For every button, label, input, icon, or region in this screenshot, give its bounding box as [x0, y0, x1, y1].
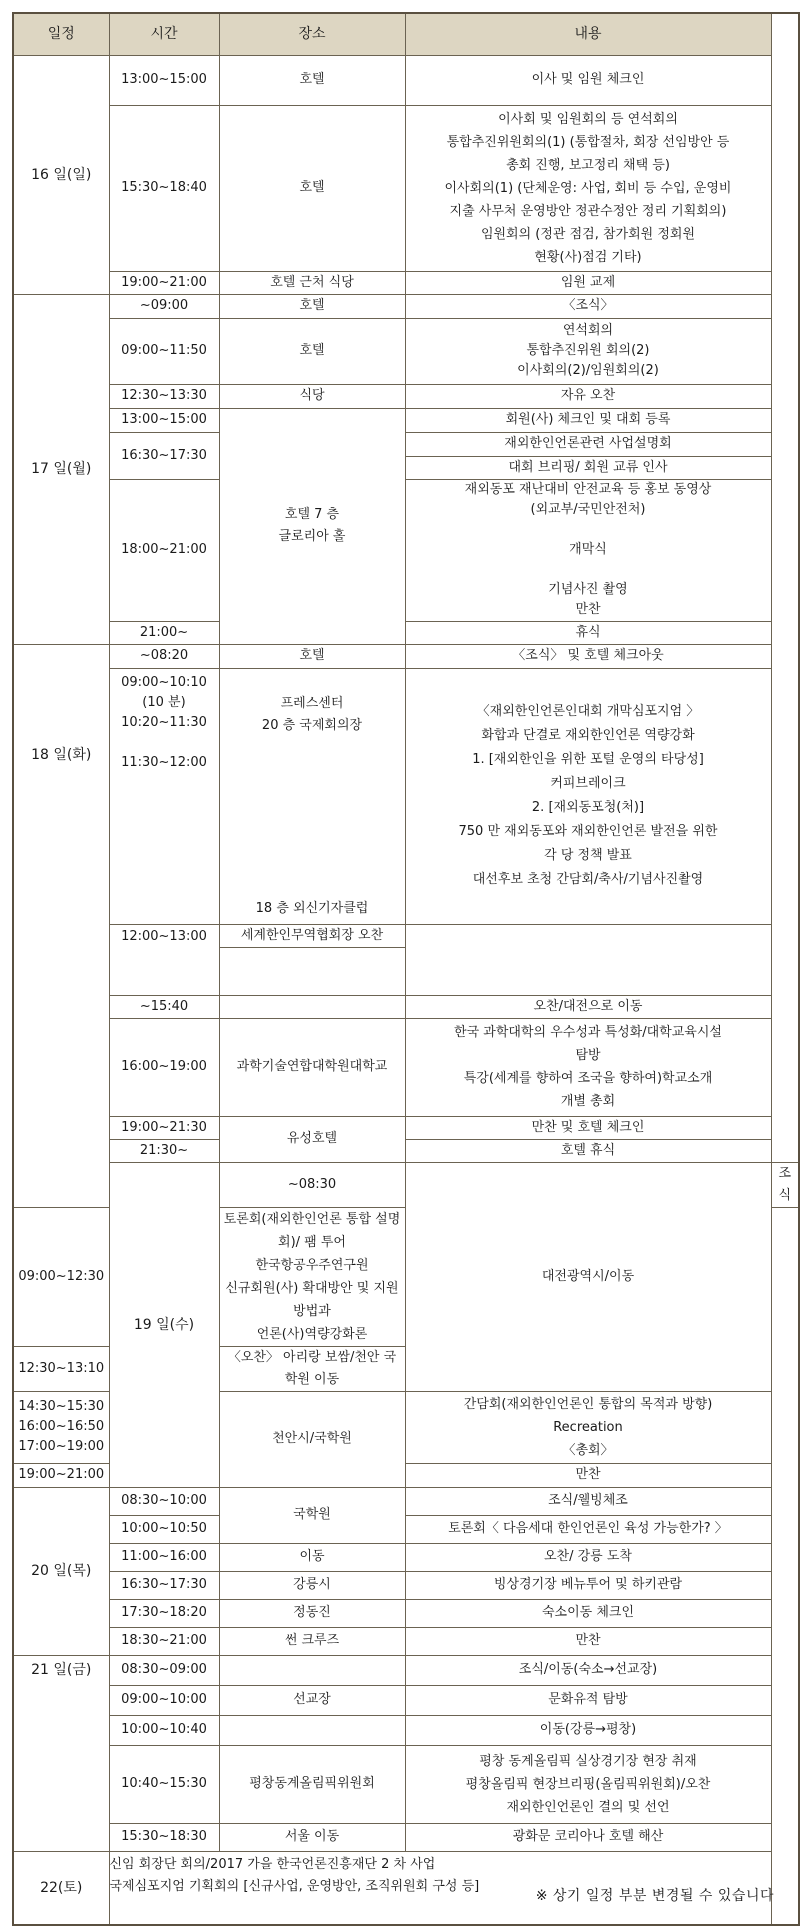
time-cell: 08:30~10:00	[109, 1487, 219, 1515]
header-date: 일정	[13, 13, 109, 55]
place-cell: 호텔	[219, 105, 405, 271]
table-row	[13, 55, 799, 105]
time-cell: ~08:20	[109, 644, 219, 668]
table-row	[13, 1571, 799, 1599]
place-cell: 호텔	[219, 294, 405, 318]
place-cell: 호텔	[219, 318, 405, 384]
header-row	[13, 13, 799, 55]
content-cell: 조식	[771, 1162, 799, 1207]
place-cell: 과학기술연합대학원대학교	[219, 1018, 405, 1116]
time-cell: 16:30~17:30	[109, 1571, 219, 1599]
place-cell-empty	[219, 947, 405, 995]
content-cell: 간담회(재외한인언론인 통합의 목적과 방향) Recreation 〈총회〉	[405, 1391, 771, 1463]
time-cell: 18:30~21:00	[109, 1627, 219, 1655]
content-cell: 호텔 휴식	[405, 1139, 771, 1162]
table-row	[13, 408, 799, 432]
day-22: 22(토)	[13, 1851, 109, 1925]
time-cell: 09:00~11:50	[109, 318, 219, 384]
place-cell: 강릉시	[219, 1571, 405, 1599]
table-row	[13, 1487, 799, 1515]
content-cell: 평창 동계올림픽 실상경기장 현장 취재 평창올림픽 현장브리핑(올림픽위원회)/오찬 재외한인언론인 결의 및 선언	[405, 1745, 771, 1823]
time-cell: 09:00~10:00	[109, 1685, 219, 1715]
table-row	[13, 1543, 799, 1571]
time-cell: 16:30~17:30	[109, 432, 219, 479]
place-cell: 호텔	[219, 55, 405, 105]
place-cell: 이동	[219, 1543, 405, 1571]
time-cell: 08:30~09:00	[109, 1655, 219, 1685]
content-cell: 재외한인언론관련 사업설명회	[405, 432, 771, 456]
content-cell: 만찬	[405, 1463, 771, 1487]
content-cell: 이사회 및 임원회의 등 연석회의 통합추진위원회의(1) (통합절차, 회장 선임방안 등 총회 진행, 보고정리 채택 등) 이사회의(1) (단체운영: 사업, 회비 등 수입, 운영비 지출 사무처 운영방안 정관수정안 정리 기획회의) 임원회의 (정관 점검, 참가회원 정회원 현황(사)점검 기타)	[405, 105, 771, 271]
time-cell: 10:40~15:30	[109, 1745, 219, 1823]
time-cell: 13:00~15:00	[109, 55, 219, 105]
time-cell: 12:00~13:00	[109, 924, 219, 995]
day-17: 17 일(월)	[13, 294, 109, 644]
time-cell: 19:00~21:00	[13, 1463, 109, 1487]
content-cell: 조식/이동(숙소→선교장)	[405, 1655, 771, 1685]
content-cell: 대회 브리핑/ 회원 교류 인사	[405, 456, 771, 479]
place-cell: 서울 이동	[219, 1823, 405, 1851]
table-row	[13, 479, 799, 621]
table-row	[13, 1685, 799, 1715]
time-cell: 09:00~12:30	[13, 1207, 109, 1346]
time-cell: 15:30~18:40	[109, 105, 219, 271]
content-cell: 〈재외한인언론인대회 개막심포지엄 〉 화합과 단결로 재외한인언론 역량강화 1. [재외한인을 위한 포털 운영의 타당성] 커피브레이크 2. [재외동포청(처)] 750 만 재외동포와 재외한인언론 발전을 위한 각 당 정책 발표 대선후보 초청 간담회/축사/기념사진촬영	[405, 668, 771, 924]
place-cell-empty	[219, 1715, 405, 1745]
place-cell-empty	[219, 1655, 405, 1685]
content-cell-empty	[405, 924, 771, 995]
content-cell: 조식/웰빙체조	[405, 1487, 771, 1515]
content-cell: 광화문 코리아나 호텔 해산	[405, 1823, 771, 1851]
content-cell: 회원(사) 체크인 및 대회 등록	[405, 408, 771, 432]
header-place: 장소	[219, 13, 405, 55]
content-cell: 재외동포 재난대비 안전교육 등 홍보 동영상 (외교부/국민안전처) 개막식 기념사진 촬영 만찬	[405, 479, 771, 621]
content-cell: 〈조식〉 및 호텔 체크아웃	[405, 644, 771, 668]
place-cell: 호텔	[219, 644, 405, 668]
table-row	[13, 271, 799, 294]
time-cell: 15:30~18:30	[109, 1823, 219, 1851]
place-cell: 대전광역시/이동	[405, 1162, 771, 1391]
time-cell: 16:00~19:00	[109, 1018, 219, 1116]
content-cell: 문화유적 탐방	[405, 1685, 771, 1715]
content-cell: 만찬	[405, 1627, 771, 1655]
time-cell: 09:00~10:10 (10 분) 10:20~11:30 11:30~12:00	[109, 668, 219, 924]
table-row	[13, 621, 799, 644]
table-row	[13, 432, 799, 456]
time-cell: 18:00~21:00	[109, 479, 219, 621]
content-cell: 만찬 및 호텔 체크인	[405, 1116, 771, 1139]
content-cell: 휴식	[405, 621, 771, 644]
place-cell: 식당	[219, 384, 405, 408]
place-cell-hall: 호텔 7 층 글로리아 홀	[219, 408, 405, 644]
content-cell: 오찬/ 강릉 도착	[405, 1543, 771, 1571]
content-cell: 자유 오찬	[405, 384, 771, 408]
time-cell: 21:00~	[109, 621, 219, 644]
content-cell: 〈조식〉	[405, 294, 771, 318]
place-cell: 정동진	[219, 1599, 405, 1627]
place-cell: 국학원	[219, 1487, 405, 1543]
table-row	[13, 668, 799, 924]
table-row	[13, 105, 799, 271]
time-cell: 13:00~15:00	[109, 408, 219, 432]
content-cell: 이동(강릉→평창)	[405, 1715, 771, 1745]
table-row	[13, 924, 799, 947]
schedule-table	[12, 12, 800, 1926]
place-cell: 평창동계올림픽위원회	[219, 1745, 405, 1823]
time-cell: 19:00~21:30	[109, 1116, 219, 1139]
table-row	[13, 318, 799, 384]
place-foreign-press-club: 18 층 외신기자클럽	[255, 900, 369, 916]
time-cell: ~08:30	[219, 1162, 405, 1207]
day-16: 16 일(일)	[13, 55, 109, 294]
content-cell: 오찬/대전으로 이동	[405, 995, 771, 1018]
table-row	[13, 384, 799, 408]
table-row	[13, 995, 799, 1018]
content-cell: 숙소이동 체크인	[405, 1599, 771, 1627]
place-cell: 세계한인무역협회장 오찬	[219, 924, 405, 947]
time-cell: 10:00~10:40	[109, 1715, 219, 1745]
header-content: 내용	[405, 13, 771, 55]
place-cell: 선교장	[219, 1685, 405, 1715]
content-cell: 연석회의 통합추진위원 회의(2) 이사회의(2)/임원회의(2)	[405, 318, 771, 384]
place-cell	[219, 668, 405, 924]
content-cell-note: 신임 회장단 회의/2017 가을 한국언론진흥재단 2 차 사업 국제심포지엄 기획회의 [신규사업, 운영방안, 조직위원회 구성 등]	[109, 1851, 771, 1925]
table-row	[13, 1162, 799, 1207]
table-row	[13, 1823, 799, 1851]
table-row	[13, 1655, 799, 1685]
table-row	[13, 1515, 799, 1543]
table-row	[13, 644, 799, 668]
day-20: 20 일(목)	[13, 1487, 109, 1655]
time-cell: 21:30~	[109, 1139, 219, 1162]
table-row	[13, 1745, 799, 1823]
content-cell: 〈오찬〉 아리랑 보쌈/천안 국학원 이동	[219, 1346, 405, 1391]
table-row	[13, 294, 799, 318]
place-cell: 썬 크루즈	[219, 1627, 405, 1655]
content-cell: 토론회(재외한인언론 통합 설명회)/ 팸 투어 한국항공우주연구원 신규회원(사) 확대방안 및 지원방법과 언론(사)역량강화론	[219, 1207, 405, 1346]
table-row	[13, 1018, 799, 1116]
time-cell: 12:30~13:10	[13, 1346, 109, 1391]
place-cell: 유성호텔	[219, 1116, 405, 1162]
time-cell: ~15:40	[109, 995, 219, 1018]
table-row	[13, 1116, 799, 1139]
table-row	[13, 1139, 799, 1162]
table-row	[13, 1715, 799, 1745]
time-cell: ~09:00	[109, 294, 219, 318]
content-cell: 토론회〈 다음세대 한인언론인 육성 가능한가? 〉	[405, 1515, 771, 1543]
day-19: 19 일(수)	[109, 1162, 219, 1487]
place-cell: 호텔 근처 식당	[219, 271, 405, 294]
content-cell: 빙상경기장 베뉴투어 및 하키관람	[405, 1571, 771, 1599]
content-cell: 이사 및 임원 체크인	[405, 55, 771, 105]
day-21: 21 일(금)	[13, 1655, 109, 1851]
place-cell: 천안시/국학원	[219, 1391, 405, 1487]
content-cell: 한국 과학대학의 우수성과 특성화/대학교육시설 탐방 특강(세계를 향하여 조국을 향하여)학교소개 개별 총회	[405, 1018, 771, 1116]
day-18: 18 일(화)	[13, 644, 109, 1207]
time-cell: 10:00~10:50	[109, 1515, 219, 1543]
footnote: ※ 상기 일정 부분 변경될 수 있습니다	[535, 1888, 774, 1904]
place-cell-empty	[219, 995, 405, 1018]
time-cell: 11:00~16:00	[109, 1543, 219, 1571]
time-cell: 14:30~15:30 16:00~16:50 17:00~19:00	[13, 1391, 109, 1463]
place-press-center: 프레스센터 20 층 국제회의장	[261, 695, 363, 733]
table-row	[13, 1627, 799, 1655]
header-time: 시간	[109, 13, 219, 55]
time-cell: 12:30~13:30	[109, 384, 219, 408]
time-cell: 19:00~21:00	[109, 271, 219, 294]
content-cell: 임원 교제	[405, 271, 771, 294]
table-row	[13, 1599, 799, 1627]
time-cell: 17:30~18:20	[109, 1599, 219, 1627]
